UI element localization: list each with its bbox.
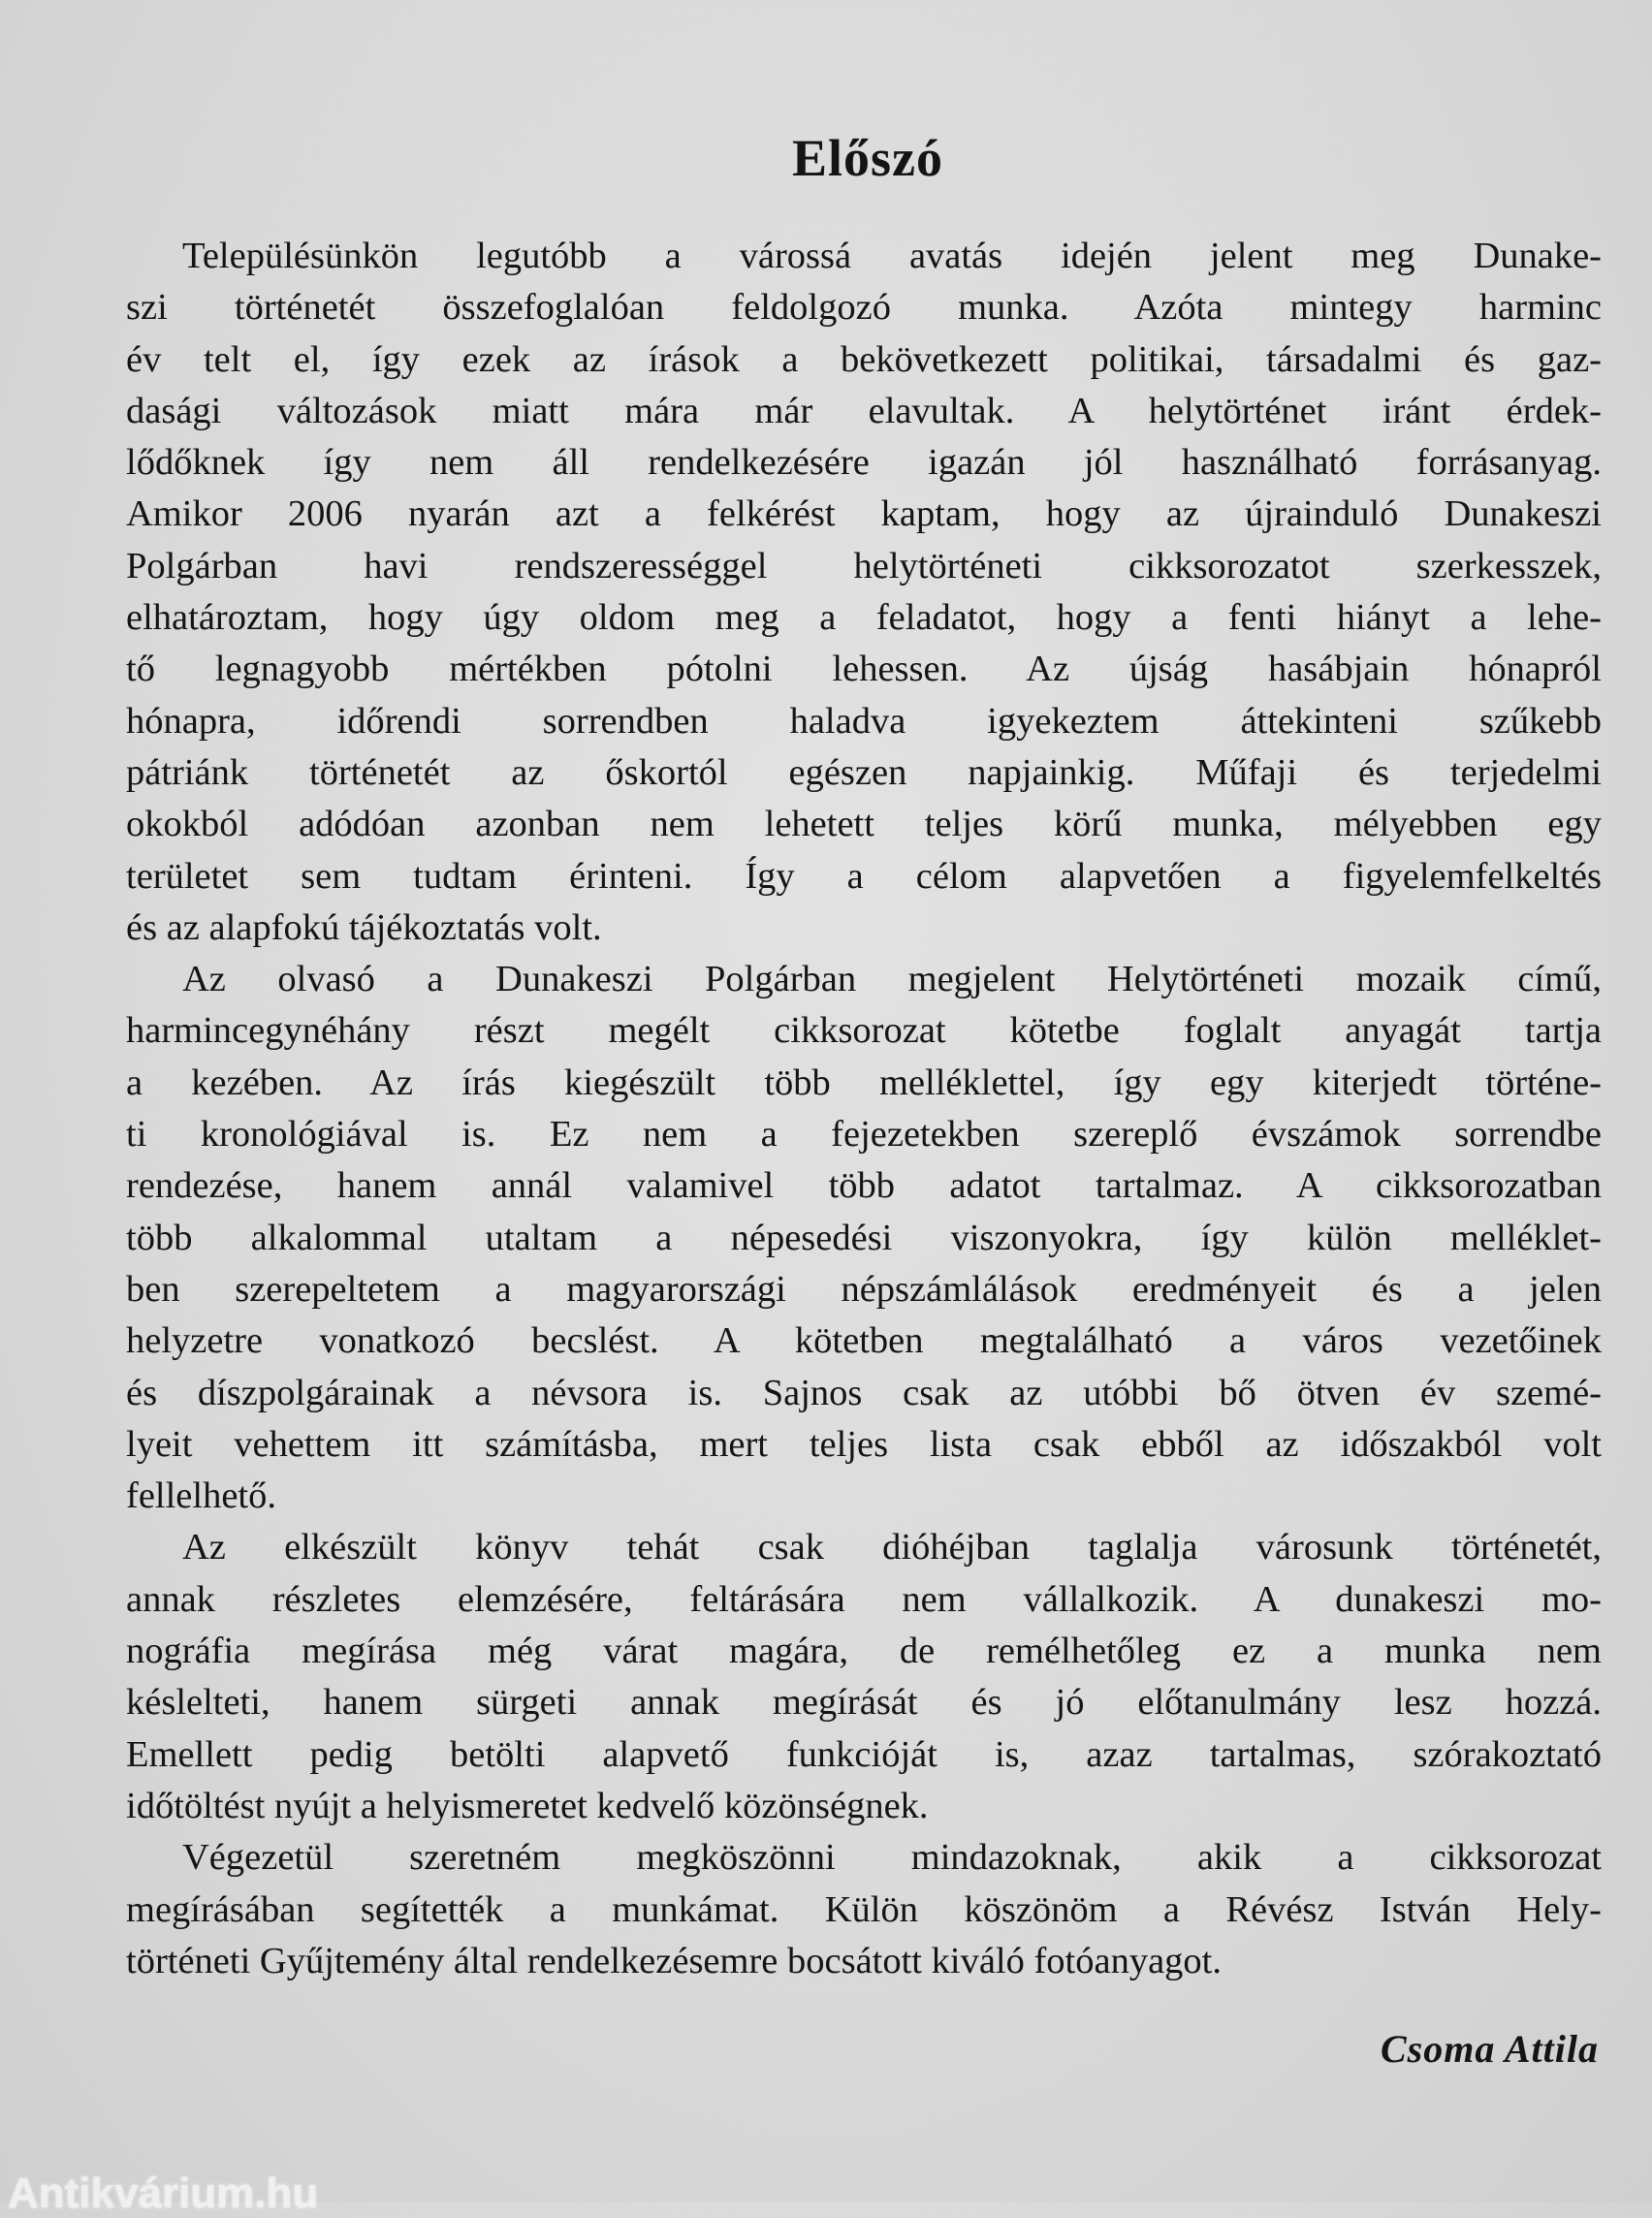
text-line: és az alapfokú tájékoztatás volt.	[126, 906, 602, 948]
text-line: Az elkészült könyv tehát csak dióhéjban taglalja városunk történetét,	[182, 1527, 1602, 1568]
text-line: Az olvasó a Dunakeszi Polgárban megjelent Helytörténeti mozaik című,	[182, 959, 1602, 1000]
text-line: helyzetre vonatkozó becslést. A kötetben megtalálható a város vezetőinek	[126, 1320, 1602, 1362]
text-line: fellelhető.	[126, 1475, 276, 1517]
text-line: hónapra, időrendi sorrendben haladva igyekeztem áttekinteni szűkebb	[126, 700, 1602, 742]
text-line: nográfia megírása még várat magára, de remélhetőleg ez a munka nem	[126, 1631, 1602, 1672]
text-line: harmincegynéhány részt megélt cikksorozat kötetbe foglalt anyagát tartja	[126, 1010, 1602, 1052]
text-line: okokból adódóan azonban nem lehetett teljes körű munka, mélyebben egy	[126, 804, 1602, 845]
text-line: szi történetét összefoglalóan feldolgozó munka. Azóta mintegy harminc	[126, 287, 1602, 329]
text-line: Településünkön legutóbb a várossá avatás idején jelent meg Dunake-	[182, 236, 1602, 276]
text-line: a kezében. Az írás kiegészült több melléklettel, így egy kiterjedt történe-	[126, 1061, 1602, 1103]
text-line: annak részletes elemzésére, feltárására nem vállalkozik. A dunakeszi mo-	[126, 1578, 1602, 1620]
text-line: területet sem tudtam érinteni. Így a célom alapvetően a figyelemfelkeltés	[126, 855, 1602, 897]
text-line: Emellett pedig betölti alapvető funkcióját is, azaz tartalmas, szórakoztató	[126, 1733, 1602, 1775]
text-line: Polgárban havi rendszerességgel helytörténeti cikksorozatot szerkesszek,	[126, 545, 1602, 586]
text-line: ben szerepeltetem a magyarországi népszámlálások eredményeit és a jelen	[126, 1268, 1602, 1310]
paragraph	[126, 954, 1602, 1522]
text-line: késlelteti, hanem sürgeti annak megírását és jó előtanulmány lesz hozzá.	[126, 1682, 1602, 1724]
text-line: pátriánk történetét az őskortól egészen napjainkig. Műfaji és terjedelmi	[126, 751, 1602, 793]
text-line: megírásában segítették a munkámat. Külön köszönöm a Révész István Hely-	[126, 1888, 1602, 1930]
text-line: elhatároztam, hogy úgy oldom meg a feladatot, hogy a fenti hiányt a lehe-	[126, 597, 1602, 639]
text-line: és díszpolgárainak a névsora is. Sajnos csak az utóbbi bő ötven év szemé-	[126, 1372, 1602, 1413]
text-line: lődőknek így nem áll rendelkezésére igazán jól használható forrásanyag.	[126, 442, 1602, 484]
text-line: több alkalommal utaltam a népesedési viszonyokra, így külön melléklet-	[126, 1217, 1602, 1258]
author-signature: Csoma Attila	[1380, 2027, 1599, 2071]
text-line: rendezése, hanem annál valamivel több adatot tartalmaz. A cikksorozatban	[126, 1165, 1602, 1207]
paragraph	[126, 1522, 1602, 1832]
page-title: Előszó	[791, 129, 943, 187]
paragraph	[126, 231, 1602, 954]
text-line: Végezetül szeretném megköszönni mindazoknak, akik a cikksorozat	[182, 1837, 1602, 1879]
text-line: év telt el, így ezek az írások a bekövetkezett politikai, társadalmi és gaz-	[126, 338, 1602, 380]
watermark: Antikvárium.hu	[8, 2170, 319, 2217]
text-line: dasági változások miatt mára már elavultak. A helytörténet iránt érdek-	[126, 390, 1602, 431]
paragraph	[126, 1832, 1602, 1987]
text-line: időtöltést nyújt a helyismeretet kedvelő közönségnek.	[126, 1785, 929, 1826]
text-line: lyeit vehettem itt számításba, mert teljes lista csak ebből az időszakból volt	[126, 1423, 1602, 1465]
text-line: történeti Gyűjtemény által rendelkezésemre bocsátott kiváló fotóanyagot.	[126, 1940, 1222, 1981]
preface-body	[126, 231, 1602, 1987]
text-line: tő legnagyobb mértékben pótolni lehessen. Az újság hasábjain hónapról	[126, 649, 1602, 690]
text-line: Amikor 2006 nyarán azt a felkérést kaptam, hogy az újrainduló Dunakeszi	[126, 493, 1602, 535]
text-line: ti kronológiával is. Ez nem a fejezetekben szereplő évszámok sorrendbe	[126, 1114, 1602, 1156]
